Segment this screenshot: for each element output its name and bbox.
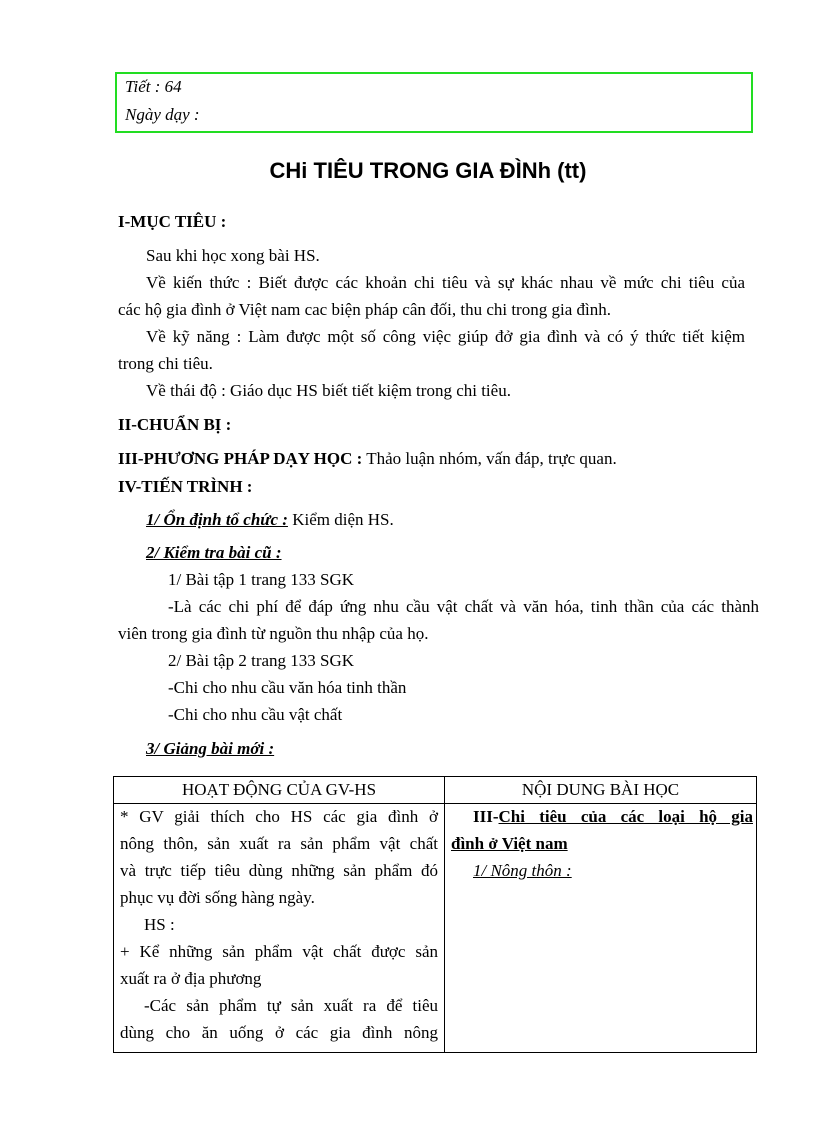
activity-line: xuất ra ở địa phương <box>120 969 262 988</box>
activity-line: -Các sản phẩm tự sản xuất ra để tiêu <box>144 996 438 1015</box>
col-content-header: NỘI DUNG BÀI HỌC <box>445 777 757 804</box>
activity-line: HS : <box>144 915 175 934</box>
activity-line: * GV giải thích cho HS các gia đình ở <box>120 807 438 826</box>
content-cell <box>445 804 757 1053</box>
step-organization: 1/ Ổn định tổ chức : Kiểm diện HS. <box>146 510 394 529</box>
col-activity-header: HOẠT ĐỘNG CỦA GV-HS <box>114 777 445 804</box>
review-answer-1-cont: viên trong gia đình từ nguồn thu nhập của họ. <box>118 624 429 643</box>
objectives-knowledge-cont: các hộ gia đình ở Việt nam cac biện pháp cân đối, thu chi trong gia đình. <box>118 300 611 319</box>
objectives-attitude: Về thái độ : Giáo dục HS biết tiết kiệm trong chi tiêu. <box>146 381 511 400</box>
activity-line: và trực tiếp tiêu dùng những sản phẩm đó <box>120 861 438 880</box>
activity-cell <box>114 804 445 1053</box>
review-answer-2b: -Chi cho nhu cầu vật chất <box>168 705 343 724</box>
lesson-table <box>113 776 757 1053</box>
activity-line: dùng cho ăn uống ở các gia đình nông <box>120 1023 438 1042</box>
review-question-2: 2/ Bài tập 2 trang 133 SGK <box>168 651 355 670</box>
content-subsection-rural: 1/ Nông thôn : <box>473 861 572 880</box>
section-preparation-heading: II-CHUẨN BỊ : <box>118 415 232 434</box>
review-answer-2a: -Chi cho nhu cầu văn hóa tinh thần <box>168 678 407 697</box>
objectives-skills-cont: trong chi tiêu. <box>118 354 213 373</box>
lesson-number: Tiết : 64 <box>125 77 182 96</box>
step-new-lesson-heading: 3/ Giảng bài mới : <box>146 739 275 758</box>
section-process-heading: IV-TIẾN TRÌNH : <box>118 477 253 496</box>
review-question-1: 1/ Bài tập 1 trang 133 SGK <box>168 570 355 589</box>
activity-line: nông thôn, sản xuất ra sản phẩm vật chất <box>120 834 438 853</box>
activity-line: phục vụ đời sống hàng ngày. <box>120 888 315 907</box>
content-section-title: III-Chi tiêu của các loại hộ gia <box>473 807 753 826</box>
content-section-title-cont: đình ở Việt nam <box>451 834 568 853</box>
section-objectives-heading: I-MỤC TIÊU : <box>118 212 227 231</box>
objectives-intro: Sau khi học xong bài HS. <box>146 246 320 265</box>
review-answer-1: -Là các chi phí để đáp ứng nhu cầu vật chất và văn hóa, tinh thần của các thành <box>168 597 759 616</box>
objectives-knowledge: Về kiến thức : Biết được các khoản chi tiêu và sự khác nhau về mức chi tiêu của <box>146 273 745 292</box>
section-methods: III-PHƯƠNG PHÁP DẠY HỌC : Thảo luận nhóm, vấn đáp, trực quan. <box>118 449 617 468</box>
step-review-heading: 2/ Kiểm tra bài cũ : <box>146 543 282 562</box>
objectives-skills: Về kỹ năng : Làm được một số công việc giúp đở gia đình và có ý thức tiết kiệm <box>146 327 745 346</box>
lesson-header-box <box>115 72 753 133</box>
activity-line: + Kể những sản phẩm vật chất được sản <box>120 942 438 961</box>
page-title: CHi TIÊU TRONG GIA ĐÌNh (tt) <box>269 158 587 183</box>
teaching-date: Ngày dạy : <box>125 105 200 124</box>
